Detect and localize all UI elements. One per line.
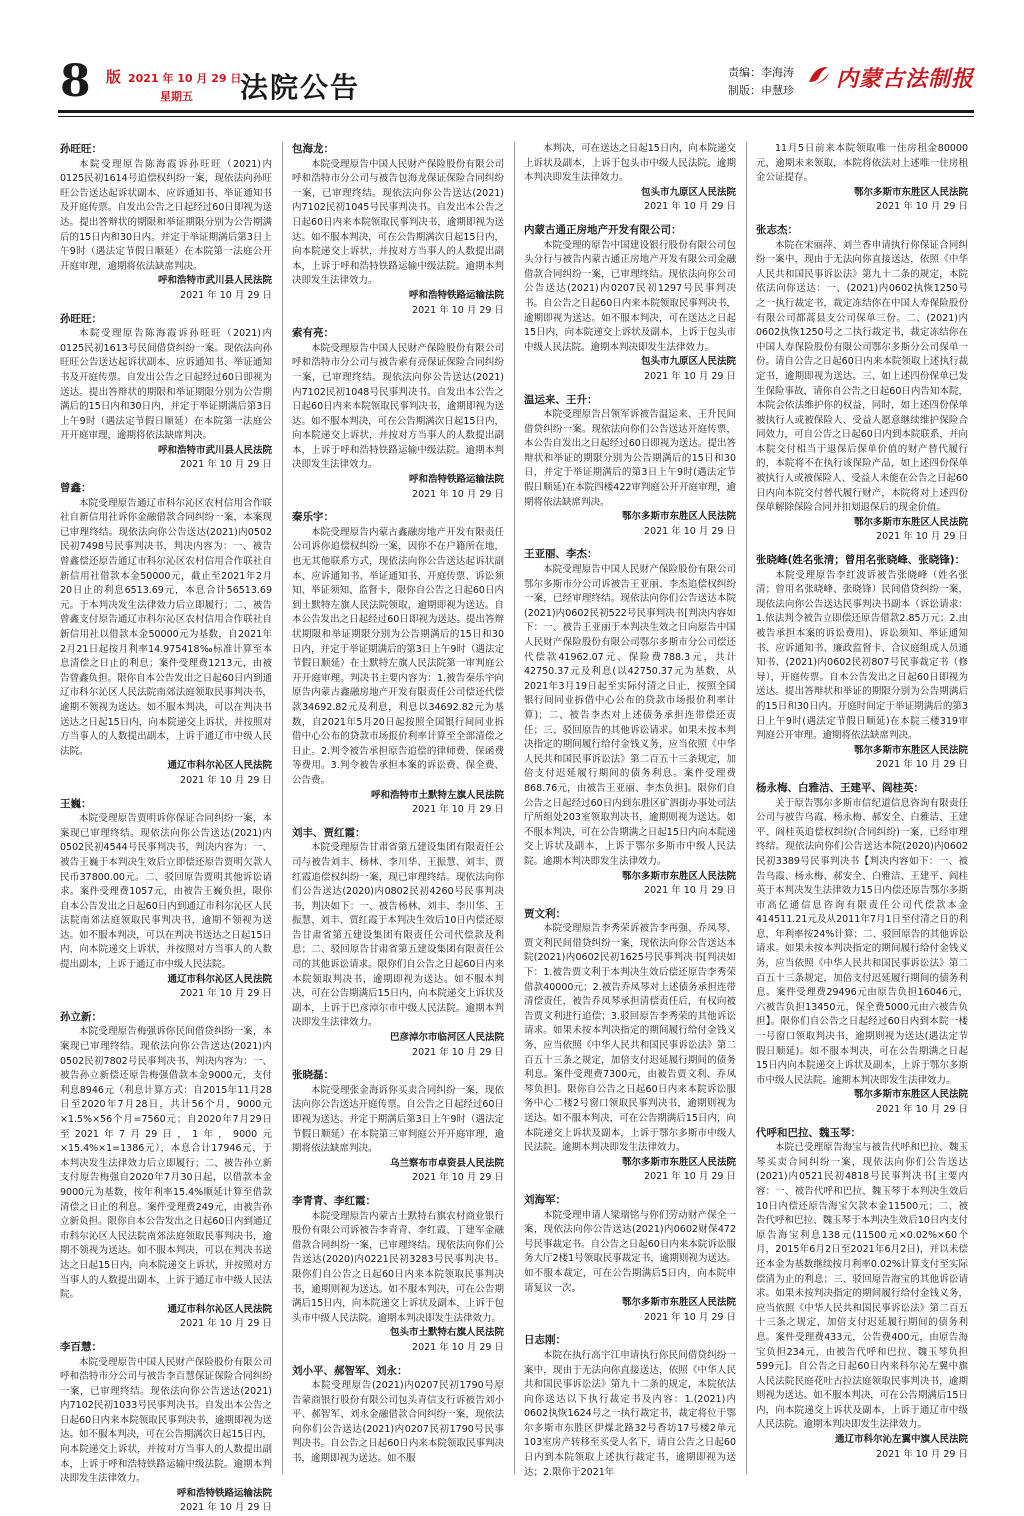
notice-body: 本院受理原告中国人民财产保险股份有限公司呼和浩特市分公司与被告李百慧保证保险合同纠纷一案，已审理终结。现依法向你公告送达(2021)内7102民初1033号民事判决书。自发出本公告之日起60日内来本院领取民事判决书，逾期即视为送达。如不服本判决，可在公告期满次日起15日内，向本院递交上诉状，并按对方当事人的人数提出副本，上诉于呼和浩特铁路运输中级法院。逾期本判决即发生法律效力。 — [60, 1356, 272, 1485]
issuing-court: 鄂尔多斯市东胜区人民法院 — [853, 1089, 968, 1101]
notice-party: 日志刚： — [524, 1334, 566, 1347]
notice-body: 本院已受理原告海宝与被告代呼和巴拉、魏玉琴买卖合同纠纷一案，现依法向你们公告送达(2021)内0521民初4818号民事判决书[主要内容：一、被告代呼和巴拉、魏玉琴于本判决生效后10日内偿还原告海宝欠款本金11500元；二、被告代呼和巴拉、魏玉琴于本判决生效后10日内支付原告海宝利息138元(11500元×0.02%×60个月，2015年6月2日至2021年6月2日)，并以未偿还本金为基数继续按月利率0.02%计算支付至实际偿清为止的利息；三、驳回原告海宝的其他诉讼请求。如果未按判决指定的期间履行给付金钱义务，应当依照《中华人民共和国民事诉讼法》第二百五十三条之规定，加倍支付迟延履行期间的债务利息。案件受理费433元，公告费400元，由原告海宝负担234元，由被告代呼和巴拉、魏玉琴负担599元]。自公告之日起60日内来科尔沁左翼中旗人民法院民庭花吐古拉法庭领取民事判决书，逾期则视为送达。如不服本判决，可在公告期满后15日内，向本院递交上诉状及副本，上诉于通辽市中级人民法院。逾期本判决即发生法律效力。 — [756, 1142, 968, 1431]
notice-party: 孙立新： — [60, 1010, 102, 1023]
notice-body: 本院受理原告陈海霞诉孙旺旺（2021)内0125民初1613号民间借贷纠纷一案。现依法向孙旺旺公告送达起诉状副本、应诉通知书、举证通知书及开庭传票。自发出公告之日起经过60日即视为送达。提出答辩状的期限和举证期限分别为公告期满后的15日内和30日内，并定于举证期满后第3日上午9时（遇法定节假日顺延）在本院第一法庭公开开庭审理，逾期将依法缺席判决。 — [60, 328, 272, 442]
notice-party: 曾鑫： — [60, 482, 92, 495]
court-notice — [60, 481, 272, 788]
court-notice — [292, 326, 504, 502]
notice-date: 2021 年 10 月 29 日 — [644, 1311, 736, 1323]
notice-party: 杨永梅、白雅洁、王建平、阎桂英： — [756, 781, 924, 794]
notice-body: 本院受理原告(2021)内0207民初1790号原告蒙商银行股份有限公司包头青信支行诉被告刘小平、郝智军、刘永金融借款合同纠纷一案，现依法向你们公告送达(2021)内0207民初1790号民事判决书。自公告之日起60日内来本院领取民事判决书，逾期即视为送达。如不服 — [292, 1380, 504, 1465]
newspaper-logo-icon — [806, 62, 832, 88]
notice-date: 2021 年 10 月 29 日 — [876, 1104, 968, 1115]
issuing-court: 鄂尔多斯市东胜区人民法院 — [853, 744, 968, 756]
court-notice — [292, 510, 504, 817]
notice-date: 2021 年 10 月 29 日 — [876, 759, 968, 771]
notice-date: 2021 年 10 月 29 日 — [644, 525, 736, 537]
notice-body: 本院受理原告中国人民财产保险股份有限公司鄂尔多斯市分公司诉被告王亚丽、李杰追偿权纠纷一案，已经审理终结。现依法向你们公告送达本院(2021)内0602民初522号民事判决书[判决内容如下：一、被告王亚丽于本判决生效之日向原告中国人民财产保险股份有限公司鄂尔多斯市分公司偿还代偿款41962.07元、保险费788.3元，共计42750.37元及利息(以42750.37元为基数，从2021年3月19日起至实际付清之日止，按照全国银行间同业拆借中心公布的贷款市场报价利率计算)；二、被告李杰对上述债务承担连带偿还责任；三、驳回原告的其他诉讼请求。如果未按本判决指定的期间履行给付金钱义务，应当依照《中华人民共和国民事诉讼法》第二百五十三条规定，加倍支付迟延履行期间的债务利息。案件受理费868.76元，由被告王亚丽、李杰负担]。限你们自公告之日起经过60日内到东胜区矿泗街办事处司法厅所组处203室领取判决书，逾期则视为送达。如不服本判决，可在公告期满之日起15日内向本院递交上诉状及副本，上诉于鄂尔多斯市中级人民法院。逾期本判决即发生法律效力。 — [524, 564, 736, 867]
notice-date: 2021 年 10 月 29 日 — [180, 1318, 272, 1330]
court-notice — [524, 907, 736, 1185]
court-notice — [60, 1010, 272, 1332]
notice-party: 索有亮： — [292, 327, 334, 340]
issuing-court: 包头市九原区人民法院 — [640, 186, 736, 198]
issuing-court: 包头市土默特右旗人民法院 — [389, 1327, 504, 1339]
notice-date: 2021 年 10 月 29 日 — [180, 988, 272, 1000]
notice-date: 2021 年 10 月 29 日 — [644, 885, 736, 897]
notice-party: 内蒙古通正房地产开发有限公司： — [524, 223, 682, 236]
notice-column-2 — [292, 142, 504, 1477]
notice-date: 2021 年 10 月 29 日 — [412, 1172, 504, 1184]
notice-date: 2021 年 10 月 29 日 — [876, 1448, 968, 1460]
court-notice — [756, 553, 968, 773]
notice-party: 秦乐宇： — [292, 511, 334, 524]
issuing-court: 呼和浩特市武川县人民法院 — [157, 444, 272, 456]
notice-body: 本院受理原告通辽市科尔沁区农村信用合作联社自新信用社诉你金融借款合同纠纷一案，本案现已审理终结。现依法向你公告送达(2021)内0502民初7498号民事判决书，判决内容为：一、被告曾鑫偿还原告通辽市科尔沁区农村信用合作联社自新信用社借款本金50000元，截止至2021年2月20日止的利息6513.69元，本息合计56513.69元。于本判决发生法律效力后立即履行；二、被告曾鑫支付原告通辽市科尔沁区农村信用合作联社自新信用社以借款本金50000元为基数，自2021年2月21日起按月利率14.975418‰标准计算至本息清偿之日止的利息；案件受理费1213元，由被告曾鑫负担。限你自本公告发出之日起60日内到通辽市科尔沁区人民法院南郊法庭领取民事判决书，逾期不领视为送达。如不服本判决，可以在判决书送达之日起15日内，向本院递交上诉状，并按照对方当事人的人数提出副本，上诉于通辽市中级人民法院。 — [60, 497, 272, 757]
court-notice — [524, 393, 736, 540]
notice-column-3 — [524, 142, 736, 1477]
court-notice — [756, 1126, 968, 1463]
notice-body: 本院受理原告中国人民财产保险股份有限公司呼和浩特市分公司与被告包海龙保证保险合同纠纷一案，已审理终结。现依法向你公告送达(2021)内7102民初1045号民事判决书。自发出本公告之日起60日内来本院领取民事判决书，逾期即视为送达。如不服本判决，可在公告期满次日起15日内，向本院递交上诉状，并按对方当事人的人数提出副本，上诉于呼和浩特铁路运输中级法院。逾期本判决即发生法律效力。 — [292, 158, 504, 287]
issuing-court: 鄂尔多斯市东胜区人民法院 — [621, 1297, 736, 1309]
issuing-court: 鄂尔多斯市东胜区人民法院 — [853, 516, 968, 528]
court-notice — [292, 1194, 504, 1356]
notice-party: 包海龙： — [292, 143, 334, 155]
notice-body: 本院受理申请人梁瑞铭与你们劳动财产保全一案，现依法向你公告送达(2021)内0602财保472号民事裁定书。自公告之日起60日内来本院诉讼服务大厅2楼1号领取民事裁定书，逾期则视为送达。如不服本裁定，可在公告期满后5日内，向本院申请复议一次。 — [524, 1209, 736, 1294]
notice-party: 张晓峰(姓名张清；曾用名张晓峰、张晓锋)： — [756, 554, 966, 567]
header-rule — [58, 110, 974, 113]
notice-party: 刘海军： — [524, 1193, 566, 1206]
notice-party: 孙旺旺： — [60, 143, 102, 155]
notice-party: 温运来、王升： — [524, 393, 598, 406]
issuing-court: 鄂尔多斯市东胜区人民法院 — [621, 511, 736, 523]
notice-body: 本院在宋丽萍、刘兰香申请执行你保证合同纠纷一案中，现由于无法向你直接送达，依照《中华人民共和国民事诉讼法》第九十二条的规定，本院依法向你送达：一、(2021)内0602执恢1250号之一执行裁定书，裁定冻结你在中国人寿保险股份有限公司都蒿县支公司保单三份。二、(2021)内0602执恢1250号之二执行裁定书，裁定冻结你在中国人寿保险股份有限公司鄂尔多斯分公司保单一份。请自公告之日起60日内来本院领取上述执行裁定书，逾期即视为送达。三、如上述四份保单已发生保险事故，请你自公告之日起60日内告知本院，本院会依法维护你的权益，同时，如上述四份保单被执行人或被保险人、受益人愿意继续维护保险合同效力，可自公告之日起60日内到本院联系，并向本院交付相当于退保后保单价值的财产替代履行的，本院将不在执行该保险产品，如上述四份保单被执行人或被保险人、受益人未能在公告之日起60日内向本院交付替代履行财产，本院将对上述四份保单解除保险合同并扣划退保后的现金价值。 — [756, 239, 968, 514]
notice-date: 2021 年 10 月 29 日 — [412, 1046, 504, 1058]
notice-party: 刘小平、郝智军、刘永： — [292, 1364, 408, 1377]
notice-body: 关于原告鄂尔多斯市信纪道信息咨询有限责任公司与被告乌霞、杨永梅、郝安全、白雅洁、王建平、阎桂英追偿权纠纷(合同纠纷)一案，已经审理终结。现依法向你们公告送达本院(2020)内0602民初3389号民事判决书【判决内容如下：一、被告乌霞、杨永梅、郝安全、白雅洁、王建平、阎桂英于本判决发生法律效力15日内偿还原告鄂尔多斯市高亿通信息咨询有限责任公司代偿款本金414511.21元及从2011年7月1日至付清之日的利息，年利率按24%计算；二、驳回原告的其他诉讼请求。如果未按本判决指定的期间履行给付金钱义务，应当依照《中华人民共和国民事诉讼法》第二百五十三条规定，加倍支付迟延履行期间的债务利息。案件受理费29496元由原告负担16046元，六被告负担13450元，保全费5000元由六被告负担】。限你们自公告之日起经过60日内到本院一楼一号窗口领取判决书，逾期则视为送达(遇法定节假日顺延)。如不服本判决，可在公告期满之日起15日内向本院递交上诉状及副本，上诉于鄂尔多斯市中级人民法院。逾期本判决即发生法律效力。 — [756, 797, 968, 1086]
ban-label: 版 — [106, 68, 122, 86]
notice-date: 2021 年 10 月 29 日 — [412, 488, 504, 500]
issuing-court: 呼和浩特铁路运输法院 — [408, 474, 504, 486]
notice-body: 本院受理原告贾明诉你保证合同纠纷一案，本案现已审理终结。现依法向你公告送达(2021)内0502民初4544号民事判决书，判决内容为：一、被告王巍于本判决生效后立即偿还原告贾明欠款人民币37800.00元。二、驳回原告贾明其他诉讼请求。案件受理费1057元，由被告王巍负担，限你自本公告发出之日起60日内到通辽市科尔沁区人民法院南郊法庭领取民事判决书，逾期不领视为送达。如不服本判决，可以在判决书送达之日起15日内，向本院递交上诉状，并按照对方当事人的人数提出副本，上诉于通辽市中级人民法院。 — [60, 813, 272, 971]
notice-date: 2021 年 10 月 29 日 — [876, 201, 968, 213]
notice-date: 2021 年 10 月 29 日 — [644, 1171, 736, 1183]
notice-party: 贾文利： — [524, 907, 566, 920]
issuing-court: 通辽市科尔沁区人民法院 — [167, 973, 272, 985]
notice-body: 本院受理张金海诉你买卖合同纠纷一案，现依法向你公告送达开庭传票。自公告之日起经过60日即视为送达。并定于期满后第3日上午9时（遇法定节假日顺延）在本院第三审判庭公开开庭审理，逾期将依法缺席判决。 — [292, 1084, 504, 1155]
notice-party: 张志杰： — [756, 223, 798, 236]
court-notice — [292, 1364, 504, 1467]
issuing-court: 鄂尔多斯市东胜区人民法院 — [853, 186, 968, 198]
court-notice — [524, 223, 736, 385]
notice-body: 本院受理原告李红波诉被告张晓峰（姓名张清；曾用名张晓峰、张晓锋）民间借贷纠纷一案，现依法向你公告送达民事判决书副本（诉讼请求：1.依法判令被告立即偿还原告借款2.85万元；2.由被告承担本案的诉讼费用)、诉讼须知、举证通知书、应诉通知书、廉政监督卡、合议庭组成人员通知书、(2021)内0602民初807号民事裁定书（修导），开庭传票。自本公告发出之日起60日即视为送达。提出答辩状和举证的期限分别为公告期满后的15日和30日内。开庭时间定于举证期满后的第3日上午9时(遇法定节假日顺延)在本院三楼319审判庭公开审理。逾期将依法缺席判决。 — [756, 569, 968, 742]
notice-party: 代呼和巴拉、魏玉琴： — [756, 1126, 861, 1139]
page-header — [0, 0, 1024, 125]
notice-party: 李青青、李红霞： — [292, 1194, 376, 1207]
court-notice — [60, 797, 272, 1002]
notice-body: 本判决，可在送达之日起15日内，向本院递交上诉状及副本，上诉于包头市中级人民法院。逾期本判决即发生法律效力。 — [524, 143, 736, 184]
issuing-court: 呼和浩特市武川县人民法院 — [157, 275, 272, 287]
section-title: 法院公告 — [240, 71, 361, 104]
court-notice — [60, 142, 272, 304]
notice-party: 王巍： — [60, 797, 92, 810]
notice-party: 刘丰、贾红霞： — [292, 826, 366, 839]
court-notice — [524, 1333, 736, 1480]
court-notice — [756, 781, 968, 1118]
notice-body: 本院受理原告内蒙古土默特右旗农村商业银行股份有限公司诉被告李青青、李红霞、丁建军金融借款合同纠纷一案，已审理终结。现依法向你们公告送达(2020)内0221民初3283号民事判决书。限你们自公告之日起60日内来本院领取民事判决书，逾期则视为送达。如不服本判决，可在公告期满后15日内，向本院递交上诉状及副本，上诉于包头市中级人民法院。逾期本判决即发生法律效力。 — [292, 1210, 504, 1324]
issuing-court: 乌兰察布市卓资县人民法院 — [389, 1157, 504, 1169]
masthead-title: 内蒙古法制报 — [836, 66, 975, 92]
issue-date: 2021 年 10 月 29 日 — [128, 72, 242, 85]
court-notice — [60, 312, 272, 474]
notice-body: 本院受理原告中国人民财产保险股份有限公司呼和浩特市分公司与被告索有亮保证保险合同纠纷一案，已审理终结。现依法向你公告送达(2021)内7102民初1048号民事判决书。自发出本公告之日起60日内来本院领取民事判决书，逾期即视为送达。如不服本判决，可在公告期满次日起15日内，向本院递交上诉状，并按对方当事人的人数提出副本，上诉于呼和浩特铁路运输中级法院。逾期本判决即发生法律效力。 — [292, 342, 504, 471]
notice-body: 11月5日前来本院领取唯一住房租金80000元，逾期未来领取，本院将依法对上述唯一住房租金公证提存。 — [756, 143, 968, 184]
notice-body: 本院受理原告梅强诉你民间借贷纠纷一案，本案现已审理终结。现依法向你公告送达(2021)内0502民初7802号民事判决书，判决内容为：一、被告孙立新偿还原告梅强借款本金9000元，支付利息8946元（利息计算方式：自2015年11月28日至2020年7月28日，共计56个月，9000元×1.5%×56个月=7560元；自2020年7月29日至2021年7月29日，1年，9000元×15.4%×1=1386元），本息合计17946元，于本判决发生法律效力后立即履行；二、被告孙立新支付原告梅强自2020年7月30日起，以借款本金9000元为基数，按年利率15.4%顺延计算至借款清偿之日止的利息。案件受理费249元，由被告孙立新负担。限你自本公告发出之日起60日内到通辽市科尔沁区人民法院南郊法庭领取民事判决书，逾期不领视为送达。如不服本判决，可以在判决书送达之日起15日内，向本院递交上诉状，并按照对方当事人的人数提出副本，上诉于通辽市中级人民法院。 — [60, 1026, 272, 1301]
issuing-court: 呼和浩特铁路运输法院 — [176, 1487, 272, 1499]
column-divider — [282, 142, 283, 1474]
notice-column-1 — [60, 142, 272, 1514]
notice-body: 本院受理原告吕领军诉被告温运来、王升民间借贷纠纷一案。现依法向你们公告送达开庭传票，本公告自发出之日起经过60日即视为送达。提出答辩状和举证的期限分别为公告期满后的15日和30日，并定于举证期满后的第3日上午9时(遇法定节假日顺延)在本院四楼422审判庭公开开庭审理，逾期将依法缺席判决。 — [524, 409, 736, 508]
header-rule-thin — [58, 116, 974, 117]
court-notice — [292, 142, 504, 318]
notice-date: 2021 年 10 月 29 日 — [644, 370, 736, 382]
notice-date: 2021 年 10 月 29 日 — [644, 201, 736, 213]
notice-body: 本院受理的原告中国建设银行股份有限公司包头分行与被告内蒙古通正房地产开发有限公司金融借款合同纠纷一案，已审理终结。现依法向你公司公告送达(2021)内0207民初1297号民事判决书。自公告之日起60日内来本院领取民事判决书，逾期即视为送达。如不服本判决，可在送达之日起15日内，向本院递交上诉状及副本，上诉于包头市中级人民法院。逾期本判决即发生法律效力。 — [524, 239, 736, 353]
court-notice — [756, 223, 968, 545]
court-notice — [60, 1340, 272, 1516]
producer-credit: 制版：申慧珍 — [728, 84, 794, 97]
notice-body: 本院受理原告陈海霞诉孙旺旺（2021)内0125民初1614号追偿权纠纷一案，现依法向孙旺旺公告送达起诉状副本、应诉通知书、举证通知书及开庭传票。自发出公告之日起经过60日即视为送达。提出答辩状的期限和举证期限分别为公告期满后的15日内和30日内。并定于举证期满后第3日上午9时（遇法定节假日顺延）在本院第一法庭公开开庭审理，逾期将依法缺席判决。 — [60, 158, 272, 272]
notice-date: 2021 年 10 月 29 日 — [180, 289, 272, 301]
issuing-court: 包头市九原区人民法院 — [640, 356, 736, 368]
notice-body: 本院受理原告内蒙古鑫融房地产开发有限责任公司诉你追偿权纠纷一案，因你不在户籍所在地，也无其他联系方式，现依法向你公告送达起诉状副本、应诉通知书、举证通知书、开庭传票、诉讼须知、举证须知、监督卡，限你自公告之日起60日内到土默特左旗人民法院领取，逾期即视为送达。自本公告发出之日起经过60日即视为送达。提出答辩状期限和举证期限分别为公告期满后的15日和30日内，并定于举证期满后的第3日上午9时（遇法定节假日顺延）在土默特左旗人民法院第一审判庭公开开庭审理。判决书主要内容为：1.被告秦乐宇向原告内蒙古鑫融房地产开发有限责任公司偿还代偿款34692.82元及利息，利息以34692.82元为基数，自2021年5月20日起按照全国银行间同业拆借中心公布的贷款市场报价利率计算至全部清偿之日止。2.判令被告承担原告追偿的律师费、保函费等费用。3.判令被告承担本案的诉讼费、保全费、公告费。 — [292, 526, 504, 786]
court-notice — [524, 547, 736, 898]
column-divider — [514, 142, 515, 1474]
issue-weekday: 星期五 — [160, 90, 193, 103]
issuing-court: 巴彦淖尔市临河区人民法院 — [389, 1032, 504, 1044]
notice-column-4 — [756, 142, 968, 1477]
court-notice — [292, 1068, 504, 1186]
court-notice — [292, 826, 504, 1061]
issuing-court: 呼和浩特铁路运输法院 — [408, 289, 504, 301]
issuing-court: 通辽市科尔沁区人民法院 — [167, 760, 272, 772]
issuing-court: 通辽市科尔沁区人民法院 — [167, 1303, 272, 1315]
notice-party: 王亚丽、李杰： — [524, 548, 598, 561]
court-notice — [524, 1193, 736, 1325]
notice-date: 2021 年 10 月 29 日 — [180, 774, 272, 786]
issuing-court: 呼和浩特市土默特左旗人民法院 — [370, 789, 504, 801]
notice-date: 2021 年 10 月 29 日 — [412, 1341, 504, 1353]
notice-date: 2021 年 10 月 29 日 — [180, 1502, 272, 1514]
notice-date: 2021 年 10 月 29 日 — [876, 531, 968, 543]
notice-date: 2021 年 10 月 29 日 — [180, 459, 272, 471]
notice-date: 2021 年 10 月 29 日 — [412, 304, 504, 316]
court-notice — [756, 142, 968, 215]
court-notice — [524, 142, 736, 215]
notice-body: 本院受理原告甘肃省第五建设集团有限责任公司与被告刘丰、杨林、李川华、王振慧、刘丰、贾红霞追偿权纠纷一案，现已审理终结。现依法向你们公告送达(2020)内0802民初4260号民事判决书，判决如下：一、被告杨林、刘丰、李川华、王振慧、刘丰、贾红霞于本判决生效后10日内偿还原告甘肃省第五建设集团有限责任公司代偿款及利息；二、驳回原告甘肃省第五建设集团有限责任公司的其他诉讼请求。限你们自公告之日起60日内来本院领取判决书，逾期即视为送达。如不服本判决，可在公告期满后15日内，向本院递交上诉状及副本，上诉于巴彦淖尔市中级人民法院。逾期本判决即发生法律效力。 — [292, 842, 504, 1029]
notice-party: 李百慧： — [60, 1340, 102, 1353]
issuing-court: 鄂尔多斯市东胜区人民法院 — [621, 870, 736, 882]
notice-body: 本院受理原告李秀荣诉被告李再强、乔凤琴、贾文利民间借贷纠纷一案，现依法向你公告送达本院(2021)内0602民初1625号民事判决书[判决如下：1.被告贾文利于本判决生效后偿还原告李秀荣借款40000元；2.被告乔凤琴对上述债务承担连带清偿责任，被告乔凤琴承担清偿责任后，有权向被告贾文利进行追偿；3.驳回原告李秀荣的其他诉讼请求。如果未按本判决指定的期间履行给付金钱义务，应当依照《中华人民共和国民事诉讼法》第二百五十三条之规定，加倍支付迟延履行期间的债务利息。案件受理费7300元，由被告贾文利、乔凤琴负担]。限你自公告之日起60日内来本院诉讼服务中心二楼2号窗口领取民事判决书，逾期则视为送达。如不服本判决，可在公告期满后15日内，向本院递交上诉状及副本，上诉于鄂尔多斯市中级人民法院。逾期本判决即发生法律效力。 — [524, 923, 736, 1154]
column-divider — [746, 142, 747, 1474]
editor-credit: 责编：李海涛 — [728, 66, 794, 79]
issuing-court: 鄂尔多斯市东胜区人民法院 — [621, 1156, 736, 1168]
page-number: 8 — [60, 56, 91, 107]
issuing-court: 通辽市科尔沁左翼中旗人民法院 — [834, 1434, 968, 1446]
notice-date: 2021 年 10 月 29 日 — [412, 804, 504, 816]
notice-body: 本院在执行高宇江申请执行你民间借贷纠纷一案中，现由于无法向你直接送达，依照《中华人民共和国民事诉讼法》第九十二条的规定，本院依法向你送达以下执行裁定书及内容：1.(2021)内0602执恢1624号之一执行裁定书，裁定将位于鄂尔多斯市东胜区伊煤北路32号香坊17号楼2单元103室房产转移至买受人名下，请自公告之日起60日内到本院领取上述执行裁定书，逾期即视为送达；2.限你于2021年 — [524, 1349, 736, 1478]
notice-party: 孙旺旺： — [60, 312, 102, 325]
notice-party: 张晓磊： — [292, 1069, 334, 1082]
